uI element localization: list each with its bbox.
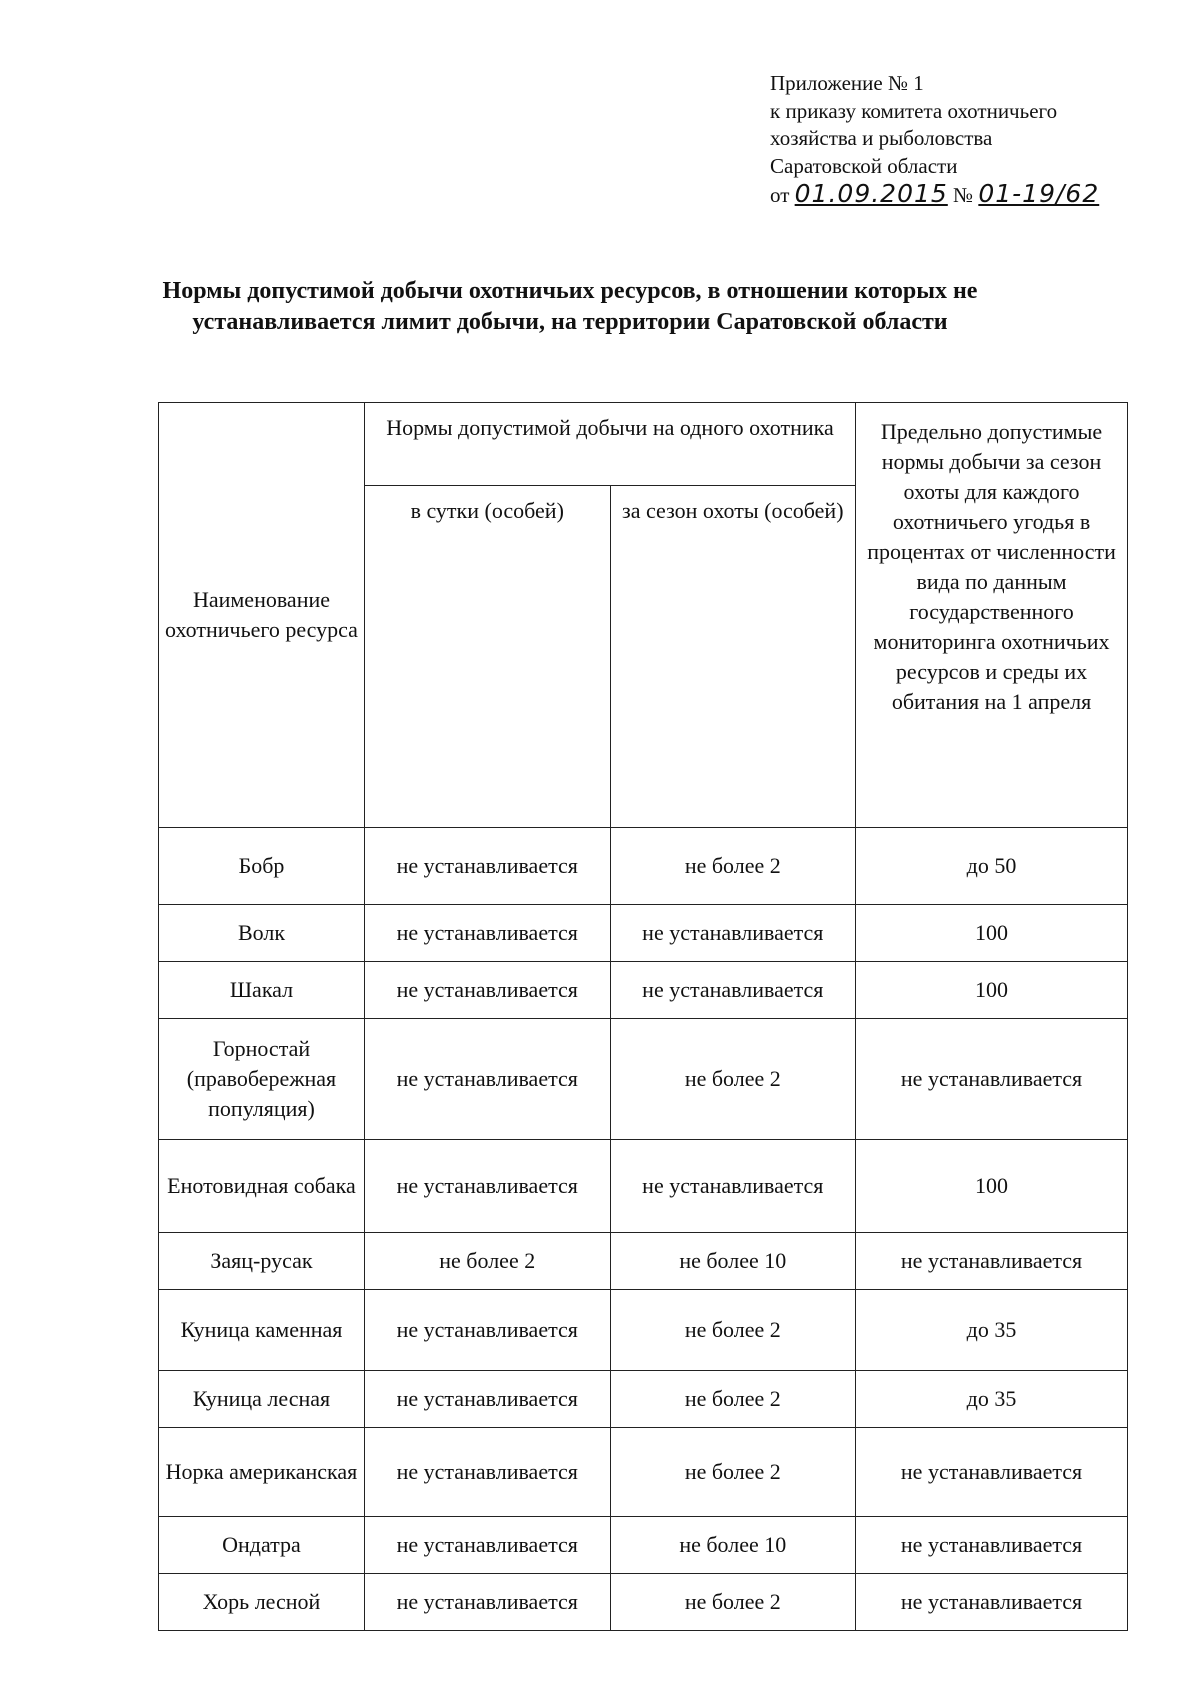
date-prefix: от — [770, 183, 790, 207]
cell-resource-name: Горностай (правобережная популяция) — [159, 1019, 365, 1140]
cell-per-season: не более 10 — [610, 1517, 856, 1574]
cell-percent: не устанавливается — [856, 1233, 1128, 1290]
table-row — [159, 1140, 1128, 1233]
cell-per-season: не более 2 — [610, 1371, 856, 1428]
cell-percent: 100 — [856, 905, 1128, 962]
cell-percent: 100 — [856, 1140, 1128, 1233]
appendix-line-order: к приказу комитета охотничьего — [770, 98, 1058, 123]
header-per-season: за сезон охоты (особей) — [610, 486, 856, 828]
cell-per-day: не устанавливается — [364, 1517, 610, 1574]
table-row — [159, 1517, 1128, 1574]
table-row — [159, 1574, 1128, 1631]
cell-resource-name: Бобр — [159, 828, 365, 905]
cell-per-season: не устанавливается — [610, 962, 856, 1019]
appendix-date-line — [770, 180, 1099, 210]
table-row — [159, 1233, 1128, 1290]
number-prefix: № — [953, 183, 974, 207]
table-row — [159, 1371, 1128, 1428]
cell-percent: до 35 — [856, 1371, 1128, 1428]
cell-per-season: не устанавливается — [610, 1140, 856, 1233]
cell-percent: не устанавливается — [856, 1019, 1128, 1140]
table-row — [159, 962, 1128, 1019]
cell-resource-name: Шакал — [159, 962, 365, 1019]
cell-resource-name: Куница лесная — [159, 1371, 365, 1428]
table-row — [159, 828, 1128, 905]
header-resource-name: Наименование охотничьего ресурса — [159, 403, 365, 828]
cell-percent: до 35 — [856, 1290, 1128, 1371]
header-per-day: в сутки (особей) — [364, 486, 610, 828]
table-row — [159, 1019, 1128, 1140]
handwritten-number: 01-19/62 — [978, 179, 1100, 208]
appendix-block — [770, 70, 1099, 210]
cell-percent: не устанавливается — [856, 1574, 1128, 1631]
cell-resource-name: Ондатра — [159, 1517, 365, 1574]
table-row — [159, 1428, 1128, 1517]
cell-per-season: не более 2 — [610, 1574, 856, 1631]
cell-resource-name: Норка американская — [159, 1428, 365, 1517]
cell-per-day: не устанавливается — [364, 1019, 610, 1140]
cell-percent: не устанавливается — [856, 1517, 1128, 1574]
cell-per-season: не более 2 — [610, 1290, 856, 1371]
cell-resource-name: Енотовидная собака — [159, 1140, 365, 1233]
table-row — [159, 1290, 1128, 1371]
cell-percent: не устанавливается — [856, 1428, 1128, 1517]
header-per-hunter: Нормы допустимой добычи на одного охотника — [364, 403, 855, 486]
table-row — [159, 905, 1128, 962]
norms-table — [158, 402, 1128, 1631]
cell-per-day: не устанавливается — [364, 962, 610, 1019]
header-row-1 — [159, 403, 1128, 486]
cell-percent: 100 — [856, 962, 1128, 1019]
cell-per-season: не более 2 — [610, 1019, 856, 1140]
cell-per-season: не устанавливается — [610, 905, 856, 962]
appendix-title: Приложение № 1 — [770, 71, 924, 95]
cell-per-day: не устанавливается — [364, 1428, 610, 1517]
cell-per-season: не более 2 — [610, 1428, 856, 1517]
cell-resource-name: Заяц-русак — [159, 1233, 365, 1290]
appendix-line-region: Саратовской области — [770, 153, 958, 178]
cell-resource-name: Куница каменная — [159, 1290, 365, 1371]
cell-per-season: не более 10 — [610, 1233, 856, 1290]
cell-per-day: не устанавливается — [364, 828, 610, 905]
cell-per-day: не устанавливается — [364, 1371, 610, 1428]
cell-per-day: не устанавливается — [364, 1574, 610, 1631]
cell-resource-name: Хорь лесной — [159, 1574, 365, 1631]
appendix-line-committee: хозяйства и рыболовства — [770, 126, 993, 150]
cell-resource-name: Волк — [159, 905, 365, 962]
cell-per-day: не более 2 — [364, 1233, 610, 1290]
handwritten-date: 01.09.2015 — [794, 179, 948, 208]
header-max-percent: Предельно допустимые нормы добычи за сезон охоты для каждого охотничьего угодья в процентах от численности вида по данным государственного мониторинга охотничьих ресурсов и среды их обитания на 1 апреля — [856, 403, 1128, 828]
cell-per-day: не устанавливается — [364, 1290, 610, 1371]
cell-percent: до 50 — [856, 828, 1128, 905]
cell-per-day: не устанавливается — [364, 905, 610, 962]
document-title: Нормы допустимой добычи охотничьих ресурсов, в отношении которых не устанавливается лимит добычи, на территории Саратовской области — [162, 278, 978, 335]
cell-per-day: не устанавливается — [364, 1140, 610, 1233]
cell-per-season: не более 2 — [610, 828, 856, 905]
